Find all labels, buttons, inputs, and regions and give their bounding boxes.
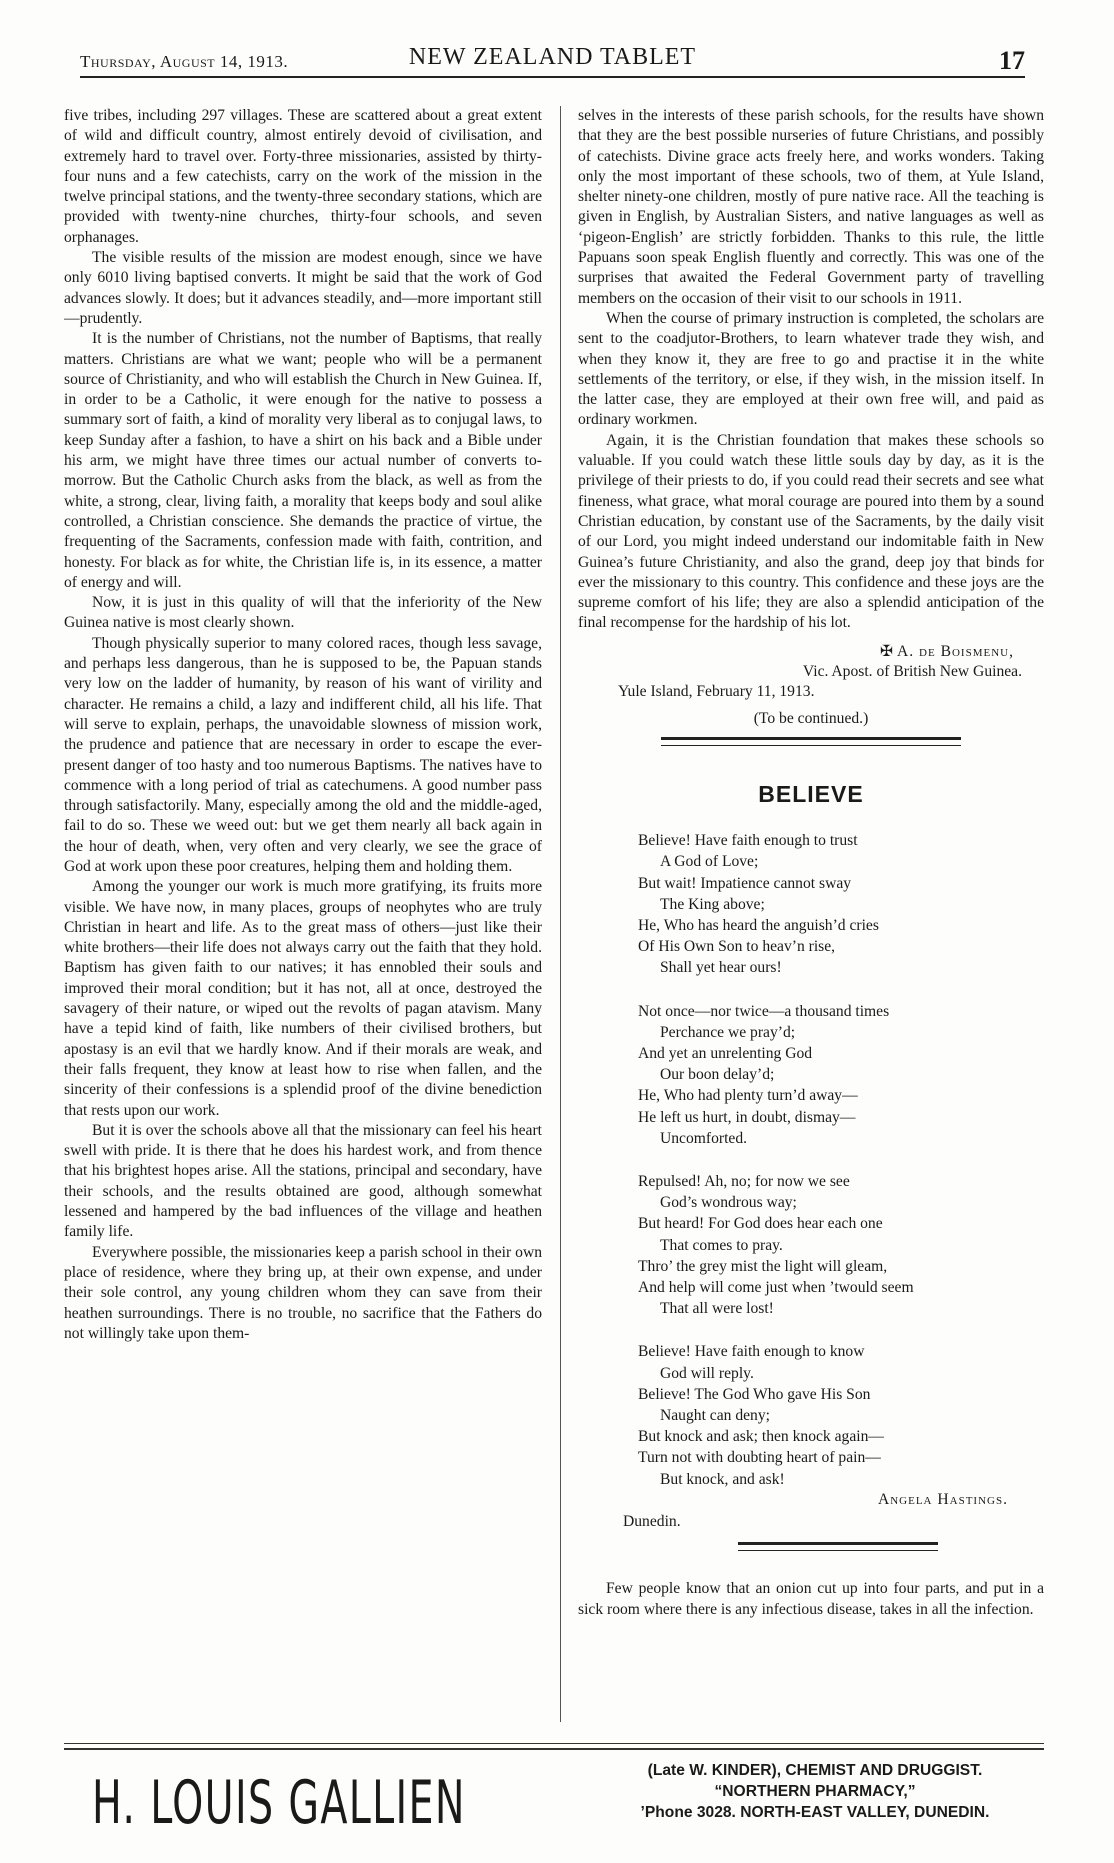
- poem-line: He, Who has heard the anguish’d cries: [638, 917, 879, 935]
- article-paragraph: But it is over the schools above all that the missionary can feel his heart swell with pride. It is there that he does his hardest work, and from thence that his brightest hopes arise. All the stations, principal and secondary, have their schools, and the results obtained are good, although somewhat lessened and hampered by the bad influences of the village and heathen family life.: [64, 1121, 542, 1241]
- cross-mark: ✠: [879, 642, 894, 660]
- article-paragraph: It is the number of Christians, not the number of Baptisms, that really matters. Christians are what we want; people who will be a permanent source of Christianity, and who will establish the Church in New Guinea. If, in order to be a Catholic, it were enough for the native to possess a summary sort of faith, a kind of morality very liberal as to conjugal laws, to keep Sunday after a fashion, to have a shirt on his back and a Bible under his arm, we might have three times our actual number of converts to-morrow. But the Catholic Church asks from the black, as well as from the white, a strong, clear, living faith, a morality that keeps body and soul alike controlled, a Christian conscience. She demands the practice of virtue, the frequenting of the Sacraments, confession made with faith, contrition, and honesty. For black as for white, the Christian life is, in its essence, a matter of energy and will.: [64, 330, 542, 591]
- advert-line: (Late W. KINDER), CHEMIST AND DRUGGIST.: [647, 1762, 983, 1779]
- poem-line: He left us hurt, in doubt, dismay—: [638, 1108, 856, 1126]
- article-paragraph: Among the younger our work is much more gratifying, its fruits more visible. We have now, in many places, groups of neophytes who are truly Christian in heart and life. As to the great mass of others—just like their white brothers—their life does not always carry out the faith that they hold. Baptism has given faith to our natives; it has ennobled their souls and improved their moral condition; but it has not, all at once, destroyed the savagery of their nature, or wiped out the revolts of pagan atavism. Many have a tepid kind of faith, like numbers of their civilised brothers, but apostasy is an evil that we hardly know. And if their morals are weak, and their falls frequent, they know at least how to rise when fallen, and the sincerity of their confessions is a splendid proof of the divine benediction that rests upon our work.: [64, 878, 542, 1119]
- left-column: [64, 106, 542, 1724]
- article-paragraph: The visible results of the mission are modest enough, since we have only 6010 living baptised converts. It might be said that the work of God advances slowly. It does; but it advances steadily, and—more important still—prudently.: [64, 249, 542, 327]
- advert-rule: [64, 1743, 1044, 1750]
- advert-name: H. LOUIS GALLIEN: [92, 1768, 466, 1838]
- article-paragraph: Everywhere possible, the missionaries keep a parish school in their own place of residence, where they bring up, at their own expense, and under their sole control, any young children whom they can save from their heathen surroundings. There is no trouble, no sacrifice that the Fathers do not willingly take upon them-: [64, 1243, 542, 1342]
- poem-title: BELIEVE: [758, 780, 864, 807]
- article-paragraph: Again, it is the Christian foundation that makes these schools so valuable. If you could watch these little souls day by day, as it is the privilege of their priests to do, if you could read their secrets and see what fineness, what grace, what moral courage are poured into them by a sound Christian education, by constant use of the Sacraments, by the daily visit of our Lord, you might indeed understand our indomitable faith in New Guinea’s future Christianity, and also the grand, deep joy that binds for ever the missionary to this country. This confidence and these joys are the supreme comfort of his life; they are also a splendid anticipation of the final recompense for the hardship of his lot.: [578, 431, 1044, 632]
- poem-line: God’s wondrous way;: [660, 1194, 797, 1212]
- signature-name: A. de Boismenu,: [896, 642, 1014, 660]
- poem-line: That all were lost!: [660, 1300, 774, 1318]
- poem-line: Of His Own Son to heav’n rise,: [638, 938, 836, 956]
- signature-title: Vic. Apost. of British New Guinea.: [802, 663, 1022, 681]
- poem-line: Believe! Have faith enough to trust: [638, 832, 858, 850]
- poem-author: Angela Hastings.: [877, 1490, 1008, 1508]
- signature-place-date: Yule Island, February 11, 1913.: [618, 683, 815, 701]
- poem-line: Thro’ the grey mist the light will gleam,: [638, 1257, 888, 1275]
- advert-line: “NORTHERN PHARMACY,”: [714, 1783, 916, 1800]
- issue-date: Thursday, August 14, 1913.: [80, 52, 289, 71]
- advert-details: [585, 1760, 1045, 1823]
- article-paragraph: selves in the interests of these parish schools, for the results have shown that they are the best possible nurseries of future Christians, and possibly of catechists. Divine grace acts freely here, and works wonders. Taking only the most important of these schools, two of them, at Yule Island, shelter ninety-one children, mostly of pure native race. All the teaching is given in English, by Australian Sisters, and native languages as well as ‘pigeon-English’ are strictly forbidden. Thanks to this rule, the little Papuans soon speak English fluently and correctly. This was one of the surprises that awaited the Federal Government party of travelling members on the occasion of their visit to our schools in 1911.: [578, 107, 1044, 307]
- poem-line: Uncomforted.: [660, 1129, 748, 1147]
- article-paragraph: Now, it is just in this quality of will that the inferiority of the New Guinea native is most clearly shown.: [64, 594, 542, 632]
- poem-stanza: [638, 1341, 1044, 1489]
- poem-line: Perchance we pray’d;: [660, 1023, 796, 1041]
- poem-stanza: [638, 1001, 1044, 1149]
- poem-line: Believe! Have faith enough to know: [638, 1343, 865, 1361]
- poem-line: Not once—nor twice—a thousand times: [638, 1002, 890, 1020]
- page-header: [80, 44, 1025, 78]
- poem: [638, 830, 1044, 1490]
- section-divider: [738, 1542, 938, 1551]
- poem-line: God will reply.: [660, 1364, 754, 1382]
- poem-line: Turn not with doubting heart of pain—: [638, 1449, 881, 1467]
- poem-stanza: [638, 1171, 1044, 1319]
- poem-line: But knock, and ask!: [660, 1470, 785, 1488]
- continued-note: (To be continued.): [753, 709, 869, 727]
- poem-line: But wait! Impatience cannot sway: [638, 874, 852, 892]
- onion-note: Few people know that an onion cut up into four parts, and put in a sick room where there is any infectious disease, takes in all the infection.: [578, 1580, 1044, 1618]
- poem-line: Our boon delay’d;: [660, 1066, 775, 1084]
- column-divider: [560, 106, 561, 1722]
- poem-line: But heard! For God does hear each one: [638, 1215, 883, 1233]
- article-paragraph: five tribes, including 297 villages. These are scattered about a great extent of wild and difficult country, almost entirely devoid of civilisation, and extremely hard to travel over. Forty-three missionaries, assisted by thirty-four nuns and a few catechists, carry on the work of the mission in the twelve principal stations, and the twenty-three secondary stations, which are provided with twenty-nine churches, thirty-four schools, and seven orphanages.: [64, 107, 542, 246]
- section-divider: [661, 737, 961, 746]
- poem-line: Shall yet hear ours!: [660, 959, 782, 977]
- poem-line: He, Who had plenty turn’d away—: [638, 1087, 858, 1105]
- poem-line: The King above;: [660, 895, 765, 913]
- poem-line: Repulsed! Ah, no; for now we see: [638, 1173, 850, 1191]
- poem-line: But knock and ask; then knock again—: [638, 1428, 884, 1446]
- poem-line: And help will come just when ’twould seem: [638, 1279, 914, 1297]
- poem-place: Dunedin.: [623, 1513, 681, 1531]
- signature: [578, 642, 1044, 662]
- poem-line: Believe! The God Who gave His Son: [638, 1385, 871, 1403]
- poem-line: That comes to pray.: [660, 1236, 783, 1254]
- publication-title: NEW ZEALAND TABLET: [408, 44, 697, 70]
- article-paragraph: Though physically superior to many colored races, though less savage, and perhaps less dangerous, than he is supposed to be, the Papuan stands very low on the ladder of humanity, by reason of his want of virility and character. He remains a child, a lazy and indifferent child, all his life. That will serve to explain, perhaps, the unavoidable slowness of mission work, the prudence and patience that are necessary in order to escape the ever-present danger of too hasty and too numerous Baptisms. The natives have to commence with a long period of trial as catechumens. A good number pass through satisfactorily. Many, especially among the old and the middle-aged, fail to do so. These we weed out: but we get them nearly all back again in the hour of death, when, very often and very clearly, we see the grace of God at work upon these poor creatures, helping them and holding them.: [64, 634, 542, 875]
- poem-line: Naught can deny;: [660, 1407, 770, 1425]
- right-column: [578, 106, 1044, 1724]
- page-number: 17: [999, 46, 1025, 75]
- poem-line: And yet an unrelenting God: [638, 1045, 813, 1063]
- advert-line: ’Phone 3028. NORTH-EAST VALLEY, DUNEDIN.: [640, 1804, 990, 1821]
- article-paragraph: When the course of primary instruction is completed, the scholars are sent to the coadjutor-Brothers, to learn whatever trade they wish, and when they know it, they are free to go and practise it in the white settlements of the territory, or else, if they wish, in the mission itself. In the latter case, they are employed at their own free will, and paid as ordinary workmen.: [578, 309, 1044, 429]
- poem-line: A God of Love;: [660, 853, 759, 871]
- poem-stanza: [638, 830, 1044, 978]
